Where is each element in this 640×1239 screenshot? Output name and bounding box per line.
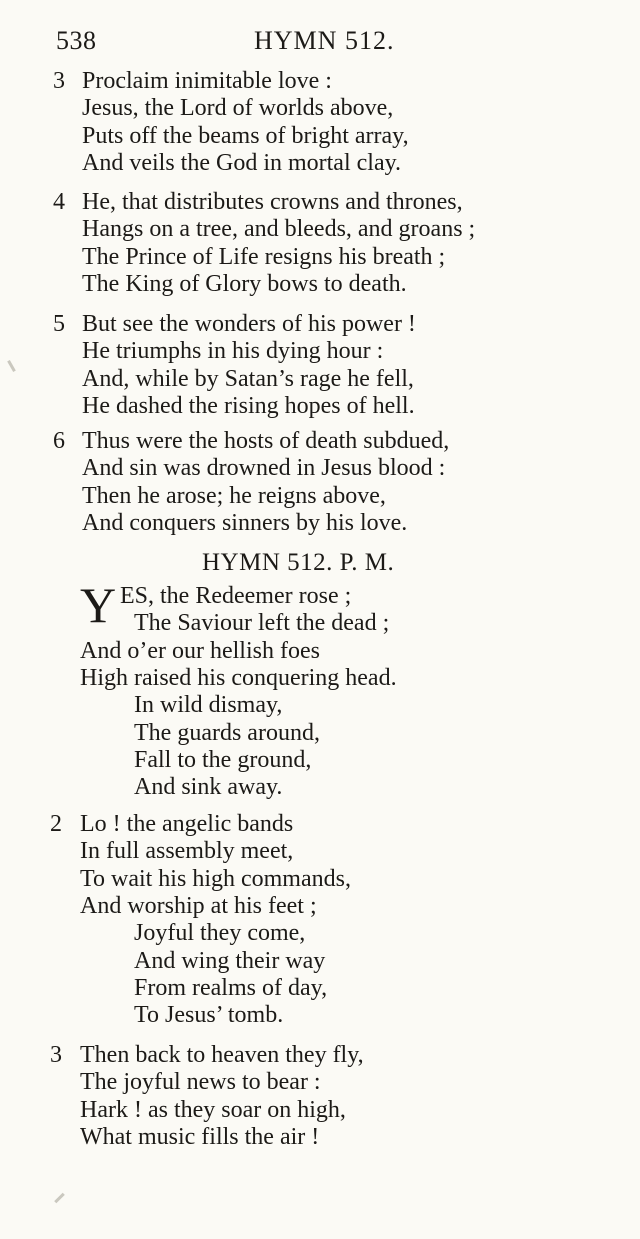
verse-line: Fall to the ground,: [134, 747, 312, 773]
verse-line: And sink away.: [134, 774, 283, 800]
verse-line: Hark ! as they soar on high,: [80, 1097, 346, 1123]
verse-line: ES, the Redeemer rose ;: [120, 583, 352, 609]
drop-cap: Y: [80, 577, 117, 633]
verse-line: Proclaim inimitable love :: [82, 68, 332, 94]
verse-line: To wait his high commands,: [80, 866, 351, 892]
verse-line: What music fills the air !: [80, 1124, 320, 1150]
verse-line: Jesus, the Lord of worlds above,: [82, 95, 394, 121]
verse-line: High raised his conquering head.: [80, 665, 397, 691]
paper-mark: [7, 360, 16, 372]
page-header: [0, 26, 640, 62]
verse-line: And veils the God in mortal clay.: [82, 150, 402, 176]
verse-line: In wild dismay,: [134, 692, 283, 718]
running-title: HYMN 512.: [254, 26, 395, 55]
verse-line: The King of Glory bows to death.: [82, 271, 407, 297]
verse-line: Then he arose; he reigns above,: [82, 483, 386, 509]
verse-line: And wing their way: [134, 948, 326, 974]
verse-line: And o’er our hellish foes: [80, 638, 320, 664]
verse-line: The Prince of Life resigns his breath ;: [82, 244, 446, 270]
verse-line: Then back to heaven they fly,: [80, 1042, 364, 1068]
stanza-number: 3: [50, 1042, 62, 1068]
verse-line: The joyful news to bear :: [80, 1069, 321, 1095]
verse-line: And sin was drowned in Jesus blood :: [82, 455, 446, 481]
paper-mark: [54, 1193, 65, 1204]
page-number: 538: [56, 26, 97, 55]
stanza-number: 2: [50, 811, 62, 837]
verse-line: The guards around,: [134, 720, 320, 746]
hymn-title: HYMN 512. P. M.: [202, 549, 395, 576]
verse-line: And conquers sinners by his love.: [82, 510, 408, 536]
verse-line: In full assembly meet,: [80, 838, 294, 864]
verse-line: Lo ! the angelic bands: [80, 811, 294, 837]
stanza-number: 4: [53, 189, 65, 215]
verse-line: He, that distributes crowns and thrones,: [82, 189, 463, 215]
verse-line: Thus were the hosts of death subdued,: [82, 428, 450, 454]
verse-line: And, while by Satan’s rage he fell,: [82, 366, 414, 392]
verse-line: And worship at his feet ;: [80, 893, 317, 919]
verse-line: The Saviour left the dead ;: [134, 610, 390, 636]
verse-line: He triumphs in his dying hour :: [82, 338, 384, 364]
stanza-number: 5: [53, 311, 65, 337]
verse-line: Hangs on a tree, and bleeds, and groans ;: [82, 216, 476, 242]
verse-line: He dashed the rising hopes of hell.: [82, 393, 415, 419]
verse-line: To Jesus’ tomb.: [134, 1002, 284, 1028]
stanza-number: 3: [53, 68, 65, 94]
stanza-number: 6: [53, 428, 65, 454]
verse-line: Puts off the beams of bright array,: [82, 123, 409, 149]
verse-line: From realms of day,: [134, 975, 328, 1001]
verse-line: But see the wonders of his power !: [82, 311, 416, 337]
verse-line: Joyful they come,: [134, 920, 306, 946]
